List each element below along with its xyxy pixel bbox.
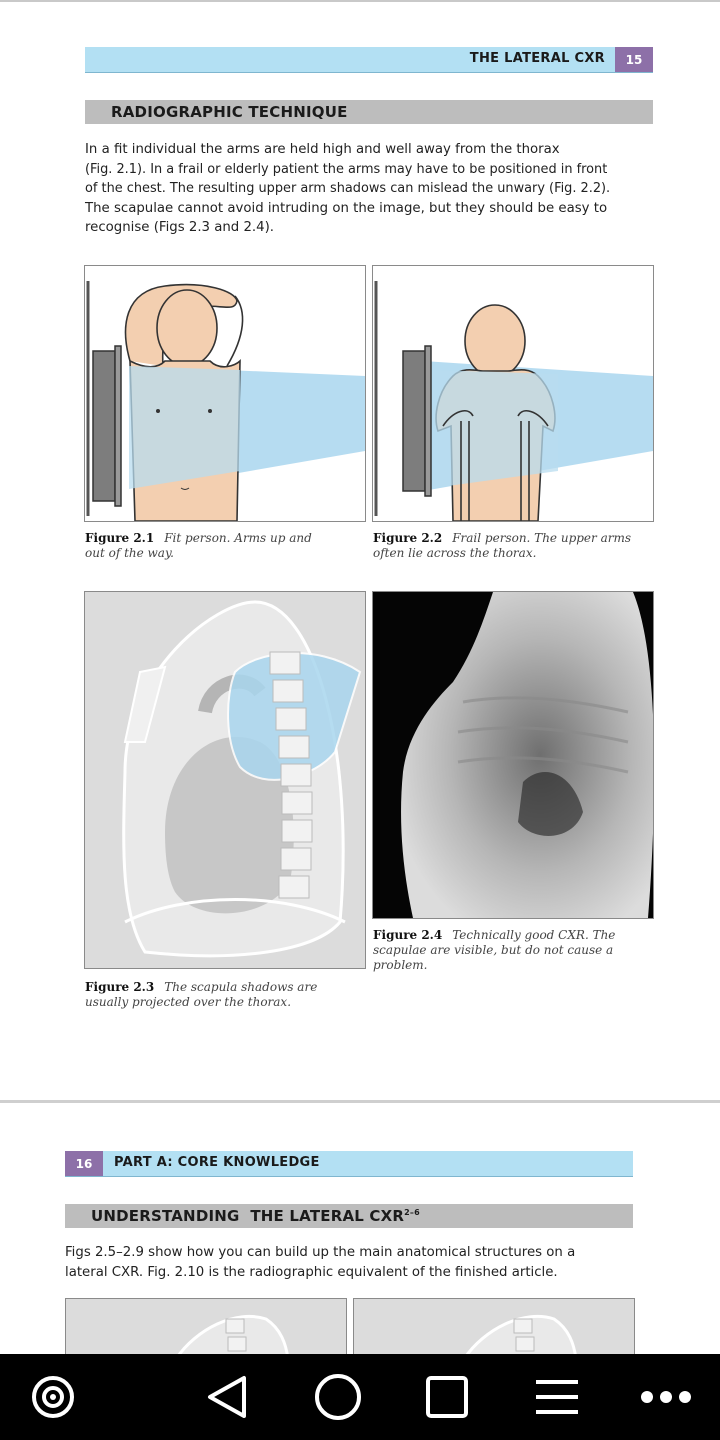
figure-2-2-illustration: [372, 265, 654, 522]
screen-record-icon[interactable]: [23, 1374, 83, 1420]
running-header-page-16: [65, 1151, 633, 1177]
running-header-title: PART A: CORE KNOWLEDGE: [114, 1155, 320, 1170]
caption-text: The scapula shadows are: [164, 980, 318, 994]
caption-text: often lie across the thorax.: [373, 546, 537, 560]
text-line: The scapulae cannot avoid intruding on the image, but they should be easy to: [85, 200, 608, 216]
text-line: In a fit individual the arms are held high and well away from the thorax: [85, 142, 560, 157]
figure-2-4-xray: [372, 591, 654, 919]
back-icon[interactable]: [197, 1374, 257, 1420]
section-heading-text: RADIOGRAPHIC TECHNIQUE: [111, 103, 348, 121]
more-icon[interactable]: [636, 1374, 696, 1420]
figure-2-2-caption: [373, 531, 653, 561]
caption-text: out of the way.: [85, 546, 174, 560]
menu-icon[interactable]: [527, 1374, 587, 1420]
caption-text: usually projected over the thorax.: [85, 995, 292, 1009]
home-icon[interactable]: [308, 1374, 368, 1420]
body-paragraph: [65, 1243, 645, 1282]
figure-2-1-illustration: [84, 265, 366, 522]
caption-text: problem.: [373, 958, 428, 972]
section-heading-text: [91, 1207, 420, 1225]
text-line: Figs 2.5–2.9 show how you can build up the main anatomical structures on a: [65, 1245, 576, 1260]
page-separator: [0, 1100, 720, 1103]
figure-2-5-illustration: [65, 1298, 347, 1360]
figure-label: Figure 2.3: [85, 980, 155, 994]
text-line: (Fig. 2.1). In a frail or elderly patient the arms may have to be positioned in front: [85, 161, 608, 177]
text-line: of the chest. The resulting upper arm shadows can mislead the unwary (Fig. 2.2).: [85, 181, 611, 196]
body-paragraph: [85, 140, 665, 238]
figure-2-4-caption: [373, 928, 653, 973]
page-number-badge: 15: [615, 47, 653, 72]
text-line: recognise (Figs 2.3 and 2.4).: [85, 220, 275, 235]
page-number-badge: 16: [65, 1151, 103, 1176]
caption-text: scapulae are visible, but do not cause a: [373, 943, 614, 957]
section-heading: [85, 100, 653, 124]
section-heading: [65, 1204, 633, 1228]
figure-2-3-illustration: [84, 591, 366, 969]
figure-label: Figure 2.2: [373, 531, 443, 545]
caption-text: Fit person. Arms up and: [164, 531, 312, 545]
recents-icon[interactable]: [417, 1374, 477, 1420]
section-heading-main: UNDERSTANDING THE LATERAL CXR: [91, 1207, 405, 1225]
top-divider: [0, 0, 720, 2]
figure-label: Figure 2.4: [373, 928, 443, 942]
caption-text: Frail person. The upper arms: [452, 531, 632, 545]
running-header-title: THE LATERAL CXR: [469, 51, 605, 66]
text-line: lateral CXR. Fig. 2.10 is the radiographic equivalent of the finished article.: [65, 1264, 558, 1280]
caption-text: Technically good CXR. The: [452, 928, 616, 942]
system-navigation-bar: [0, 1354, 720, 1440]
running-header: [85, 47, 653, 73]
figure-2-3-caption: [85, 980, 355, 1010]
section-superscript: 2–6: [404, 1208, 420, 1217]
figure-label: Figure 2.1: [85, 531, 155, 545]
figure-2-1-caption: [85, 531, 355, 561]
figure-2-6-illustration: [353, 1298, 635, 1360]
